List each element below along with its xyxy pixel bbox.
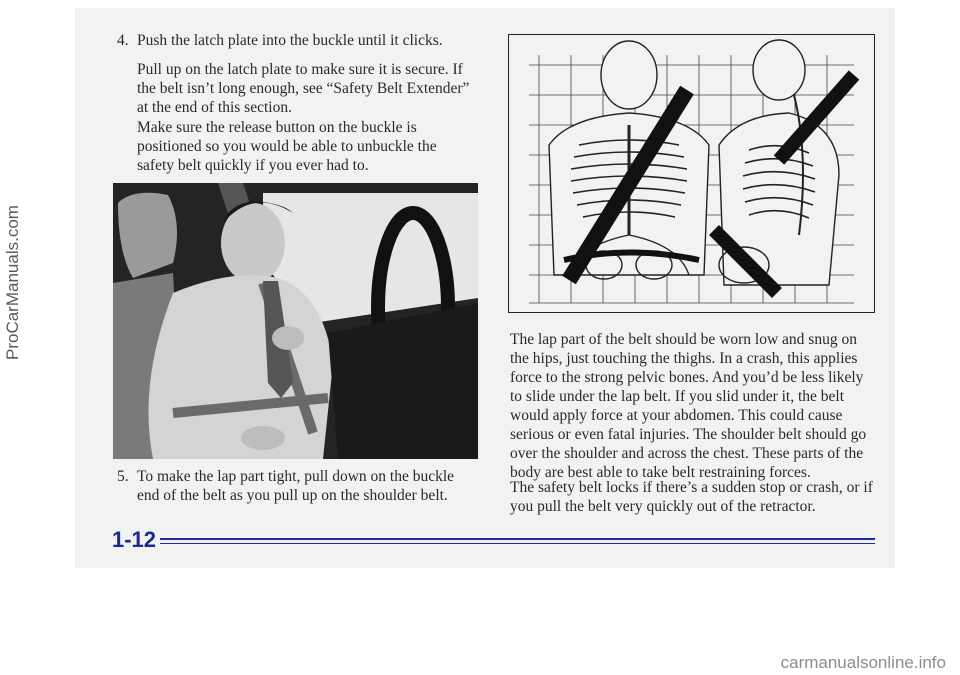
step-4-text: Push the latch plate into the buckle until it clicks. — [137, 32, 443, 49]
footer-rule — [160, 538, 875, 540]
release-button-paragraph: Make sure the release button on the buckle is positioned so you would be able to unbuckle the safety belt quickly if you ever had to. — [137, 119, 437, 174]
page-number: 1-12 — [112, 527, 157, 552]
footer-rule-thin — [160, 543, 875, 544]
site-brand: carmanualsonline.info — [780, 653, 946, 672]
side-watermark: ProCarManuals.com — [3, 205, 22, 360]
latch-secure-paragraph: Pull up on the latch plate to make sure it is secure. If the belt isn’t long enough, see “Safety Belt Extender” at the end of this section. — [137, 61, 470, 116]
step-5-number: 5. — [117, 468, 129, 485]
step-5-text: To make the lap part tight, pull down on the buckle end of the belt as you pull up on the shoulder belt. — [137, 468, 455, 504]
driver-buckling-photo — [113, 183, 478, 459]
step-4-number: 4. — [117, 32, 129, 49]
lap-belt-paragraph: The lap part of the belt should be worn low and snug on the hips, just touching the thighs. In a crash, this applies force to the strong pelvic bones. And you’d be less likely to slide under the lap belt. If you slid under it, the belt would apply force at your abdomen. This could cause serious or even fatal injuries. The shoulder belt should go over the shoulder and across the chest. These parts of the body are best able to take belt restraining forces. — [510, 331, 867, 481]
belt-locks-paragraph: The safety belt locks if there’s a sudden stop or crash, or if you pull the belt very quickly out of the retractor. — [510, 479, 873, 515]
belt-position-diagram — [508, 34, 875, 313]
